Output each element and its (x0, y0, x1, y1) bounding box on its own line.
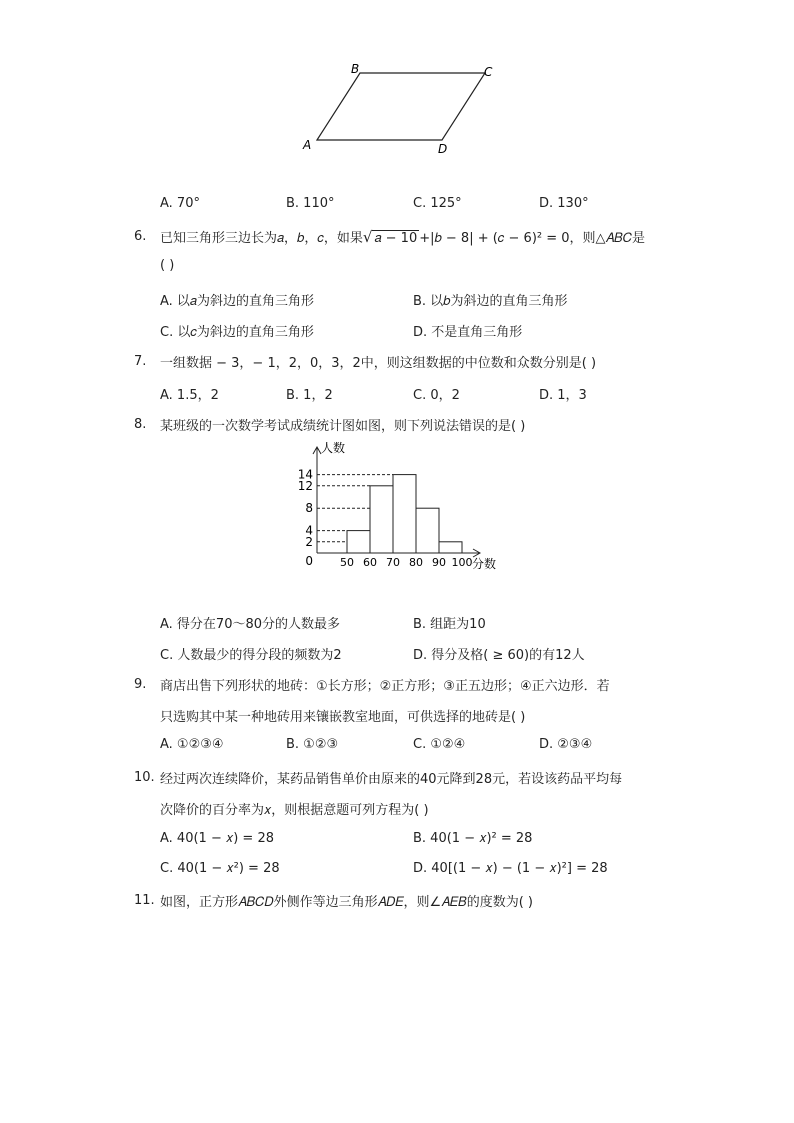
q9-stem-line2: 只选购其中某一种地砖用来镶嵌教室地面，可供选择的地砖是( ) (160, 710, 526, 725)
x-tick-label: 50 (340, 556, 354, 569)
q6-option-d[interactable]: D. 不是直角三角形 (413, 325, 523, 340)
histogram-bar (370, 486, 393, 553)
q9-option-b[interactable]: B. ①②③ (286, 737, 339, 752)
q6-option-b[interactable]: B. 以𝑏为斜边的直角三角形 (413, 294, 568, 309)
q6-stem-part2: +|𝑏 − 8| + (𝑐 − 6)² = 0，则△𝐴𝐵𝐶是 (419, 231, 646, 246)
q8-option-d[interactable]: D. 得分及格( ≥ 60)的有12人 (413, 648, 585, 663)
sqrt-symbol: √ (362, 228, 373, 246)
q6-number: 6. (134, 229, 147, 244)
x-tick-label: 100 (451, 556, 473, 569)
q10-option-c[interactable]: C. 40(1 − 𝑥²) = 28 (160, 861, 280, 876)
q11-number: 11. (134, 893, 155, 908)
q9-option-c[interactable]: C. ①②④ (413, 737, 466, 752)
q7-option-c[interactable]: C. 0，2 (413, 388, 460, 403)
q10-option-b[interactable]: B. 40(1 − 𝑥)² = 28 (413, 831, 533, 846)
histogram-bar (393, 475, 416, 553)
y-tick-label: 12 (297, 478, 313, 493)
q8-stem: 某班级的一次数学考试成绩统计图如图，则下列说法错误的是( ) (160, 419, 526, 434)
score-histogram (290, 438, 520, 578)
histogram-bar (416, 508, 439, 553)
label-D: D (438, 142, 448, 156)
y-tick-label: 14 (297, 467, 313, 482)
q5-option-c[interactable]: C. 125° (413, 196, 462, 211)
q10-stem-line1: 经过两次连续降价，某药品销售单价由原来的40元降到28元，若设该药品平均每 (160, 772, 623, 787)
q6-sqrt-content: 𝑎 − 10 (374, 231, 418, 246)
q9-number: 9. (134, 677, 147, 692)
x-axis-label: 分数 (472, 557, 497, 571)
label-A: A (303, 138, 312, 152)
q7-stem: 一组数据 − 3，− 1，2，0，3，2中，则这组数据的中位数和众数分别是( ) (160, 356, 597, 371)
q5-option-a[interactable]: A. 70° (160, 196, 200, 211)
parallelogram-figure (290, 60, 510, 160)
q7-option-b[interactable]: B. 1，2 (286, 388, 333, 403)
y-tick-label: 2 (305, 534, 313, 549)
y-tick-label: 0 (305, 554, 313, 568)
q10-number: 10. (134, 770, 155, 785)
q5-option-d[interactable]: D. 130° (539, 196, 589, 211)
q6-stem-line2: ( ) (160, 258, 175, 273)
q8-option-c[interactable]: C. 人数最少的得分段的频数为2 (160, 648, 342, 663)
q6-stem-part1: 已知三角形三边长为𝑎，𝑏，𝑐，如果 (160, 231, 363, 246)
x-tick-label: 70 (386, 556, 400, 569)
q7-option-a[interactable]: A. 1.5，2 (160, 388, 219, 403)
q7-number: 7. (134, 354, 147, 369)
q5-option-b[interactable]: B. 110° (286, 196, 335, 211)
q6-stem-line1 (160, 227, 645, 246)
y-tick-label: 8 (305, 501, 313, 516)
q7-option-d[interactable]: D. 1，3 (539, 388, 587, 403)
q9-stem-line1: 商店出售下列形状的地砖：①长方形；②正方形；③正五边形；④正六边形．若 (160, 679, 610, 694)
q11-stem: 如图，正方形𝐴𝐵𝐶𝐷外侧作等边三角形𝐴𝐷𝐸，则∠𝐴𝐸𝐵的度数为( ) (160, 895, 533, 910)
x-tick-label: 60 (363, 556, 377, 569)
histogram-bar (347, 531, 370, 553)
x-tick-label: 80 (409, 556, 423, 569)
q8-option-a[interactable]: A. 得分在70～80分的人数最多 (160, 617, 341, 632)
q9-option-d[interactable]: D. ②③④ (539, 737, 593, 752)
label-C: C (484, 65, 493, 79)
q10-option-a[interactable]: A. 40(1 − 𝑥) = 28 (160, 831, 274, 846)
histogram-bar (439, 542, 462, 553)
x-tick-label: 90 (432, 556, 446, 569)
q8-option-b[interactable]: B. 组距为10 (413, 617, 486, 632)
q6-option-c[interactable]: C. 以𝑐为斜边的直角三角形 (160, 325, 314, 340)
q10-option-d[interactable]: D. 40[(1 − 𝑥) − (1 − 𝑥)²] = 28 (413, 861, 608, 876)
y-tick-label: 4 (305, 523, 313, 538)
q10-stem-line2: 次降价的百分率为𝑥，则根据意题可列方程为( ) (160, 803, 429, 818)
q9-option-a[interactable]: A. ①②③④ (160, 737, 224, 752)
q8-number: 8. (134, 417, 147, 432)
y-axis-label: 人数 (321, 441, 346, 455)
q6-option-a[interactable]: A. 以𝑎为斜边的直角三角形 (160, 294, 314, 309)
label-B: B (351, 62, 360, 76)
